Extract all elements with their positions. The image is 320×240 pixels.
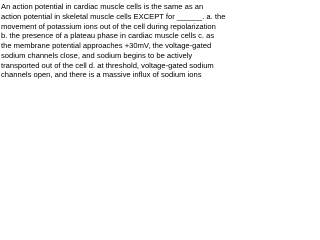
question-line-4: b. the presence of a plateau phase in cardiac muscle cells c. as [1, 31, 215, 41]
question-text [1, 2, 234, 80]
question-card [0, 0, 235, 88]
question-line-1: An action potential in cardiac muscle cells is the same as an [1, 2, 204, 11]
question-line-8: channels open, and there is a massive influx of sodium ions [1, 70, 202, 80]
question-line-7: transported out of the cell d. at threshold, voltage-gated sodium [1, 60, 214, 70]
question-line-5: the membrane potential approaches +30mV, the voltage-gated [1, 41, 212, 50]
question-line-3: movement of potassium ions out of the cell during repolarization [1, 21, 216, 31]
question-line-6: sodium channels close, and sodium begins to be actively [1, 50, 193, 60]
question-line-2: action potential in skeletal muscle cells EXCEPT for ______. a. the [1, 11, 226, 21]
